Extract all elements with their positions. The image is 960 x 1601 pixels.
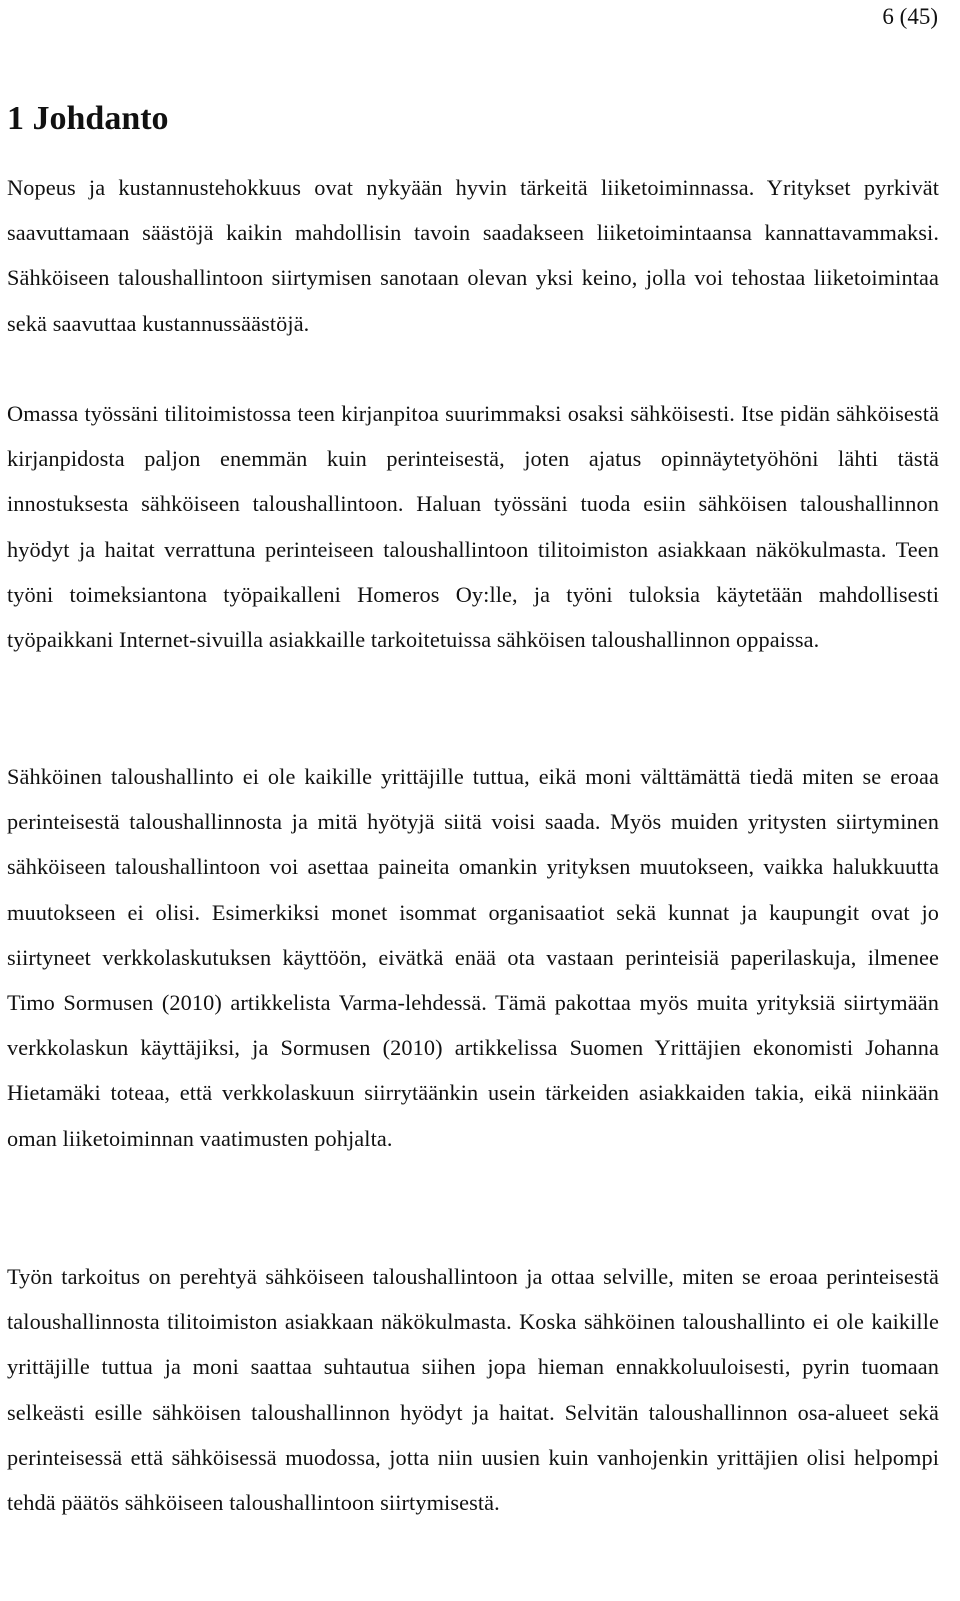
paragraph-motivation: Omassa työssäni tilitoimistossa teen kirjanpitoa suurimmaksi osaksi sähköisesti. Itse pidän sähköisestä kirjanpidosta paljon enemmän kuin perinteisestä, joten ajatus opinnäytetyöhöni lähti tästä innostuksesta sähköiseen taloushallintoon. Haluan työssäni tuoda esiin sähköisen taloushallinnon hyödyt ja haitat verrattuna perinteiseen taloushallintoon tilitoimiston asiakkaan näkökulmasta. Teen työni toimeksiantona työpaikalleni Homeros Oy:lle, ja työni tuloksia käytetään mahdollisesti työpaikkani Internet-sivuilla asiakkaille tarkoitetuissa sähköisen taloushallinnon oppaissa. — [7, 401, 939, 653]
paragraph-intro: Nopeus ja kustannustehokkuus ovat nykyään hyvin tärkeitä liiketoiminnassa. Yritykset pyrkivät saavuttamaan säästöjä kaikin mahdollisin tavoin saadakseen liiketoimintaansa kannattavammaksi. Sähköiseen taloushallintoon siirtymisen sanotaan olevan yksi keino, jolla voi tehostaa liiketoimintaa sekä saavuttaa kustannussäästöjä. — [7, 175, 939, 336]
page-number: 6 (45) — [882, 4, 938, 29]
paragraph-background: Sähköinen taloushallinto ei ole kaikille yrittäjille tuttua, eikä moni välttämättä tiedä miten se eroaa perinteisestä taloushallinnosta ja mitä hyötyjä siitä voisi saada. Myös muiden yritysten siirtyminen sähköiseen taloushallintoon voi asettaa paineita omankin yrityksen muutokseen, vaikka halukkuutta muutokseen ei olisi. Esimerkiksi monet isommat organisaatiot sekä kunnat ja kaupungit ovat jo siirtyneet verkkolaskutuksen käyttöön, eivätkä enää ota vastaan perinteisiä paperilaskuja, ilmenee Timo Sormusen (2010) artikkelista Varma-lehdessä. Tämä pakottaa myös muita yrityksiä siirtymään verkkolaskun käyttäjiksi, ja Sormusen (2010) artikkelissa Suomen Yrittäjien ekonomisti Johanna Hietamäki toteaa, että verkkolaskuun siirrytäänkin usein tärkeiden asiakkaiden takia, eikä niinkään oman liiketoiminnan vaatimusten pohjalta. — [7, 764, 939, 1151]
section-heading: 1 Johdanto — [7, 100, 169, 137]
paragraph-purpose: Työn tarkoitus on perehtyä sähköiseen taloushallintoon ja ottaa selville, miten se eroaa perinteisestä taloushallinnosta tilitoimiston asiakkaan näkökulmasta. Koska sähköinen taloushallinto ei ole kaikille yrittäjille tuttua ja moni saattaa suhtautua siihen jopa hieman ennakkoluuloisesti, pyrin tuomaan selkeästi esille sähköisen taloushallinnon hyödyt ja haitat. Selvitän taloushallinnon osa-alueet sekä perinteisessä että sähköisessä muodossa, jotta niin uusien kuin vanhojenkin yrittäjien olisi helpompi tehdä päätös sähköiseen taloushallintoon siirtymisestä. — [7, 1264, 939, 1516]
